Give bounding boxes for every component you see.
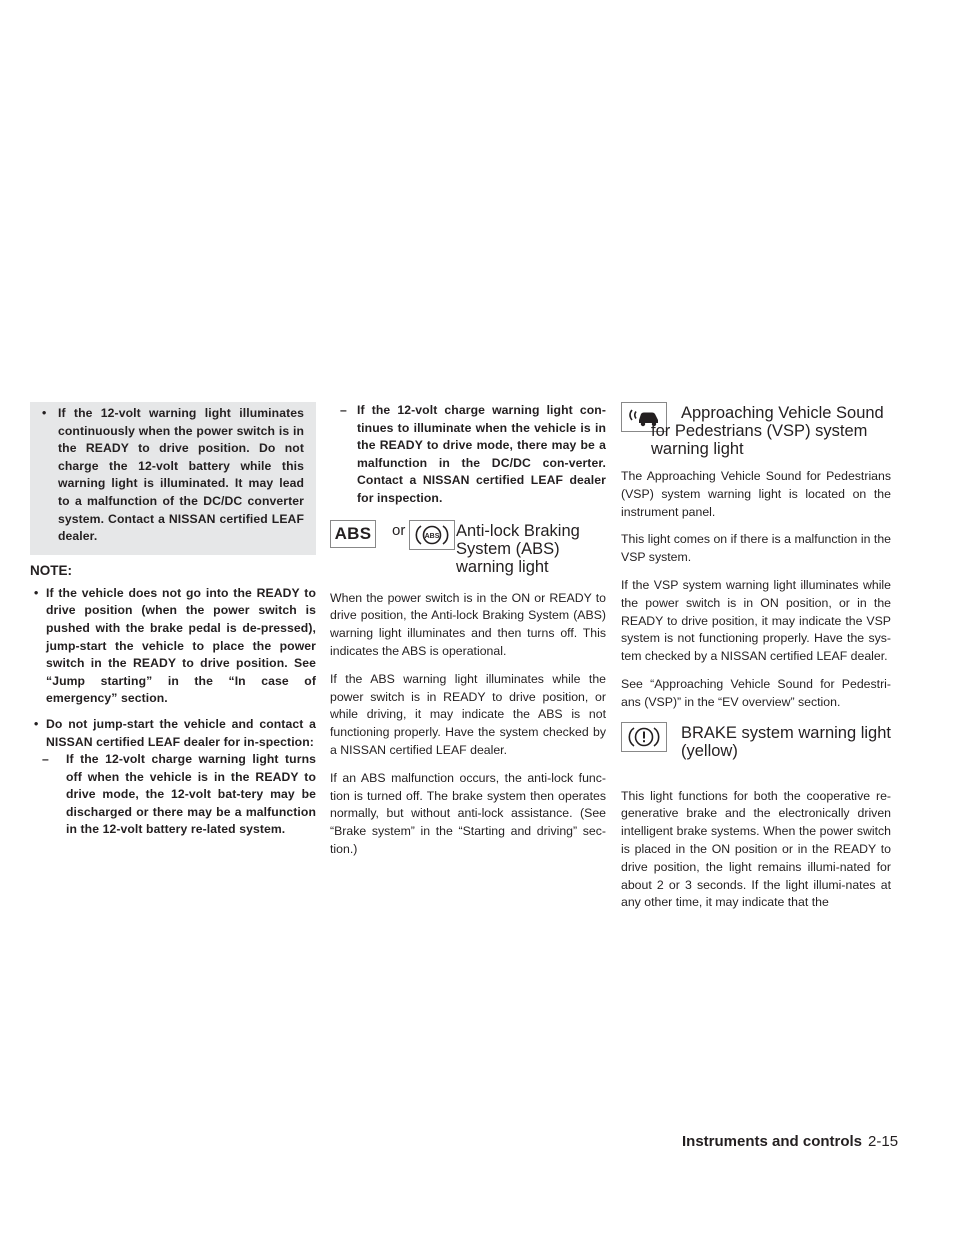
abs-title: Anti-lock Braking System (ABS) warning light bbox=[456, 521, 580, 576]
abs-paragraph-1: When the power switch is in the ON or READY to drive position, the Anti-lock Braking System (ABS) warning light illuminates and then turns off. This indicates the ABS is operational. bbox=[330, 590, 606, 658]
bullet-mark: • bbox=[34, 716, 39, 731]
note-dash-1 bbox=[42, 751, 316, 839]
brake-warning-icon bbox=[627, 725, 661, 749]
abs-circle-svg bbox=[415, 523, 449, 547]
bullet-mark: • bbox=[42, 406, 47, 420]
vsp-paragraph-4: See “Approaching Vehicle Sound for Pedestri-ans (VSP)” in the “EV overview” section. bbox=[621, 676, 891, 709]
abs-text-icon bbox=[330, 520, 376, 548]
column-right bbox=[621, 402, 891, 922]
note-bullet-2 bbox=[30, 716, 316, 751]
abs-circle-label: ABS bbox=[424, 532, 440, 540]
abs-paragraph-3: If an ABS malfunction occurs, the anti-lock func-tion is turned off. The brake system then operates normally, but without anti-lock assistance. (See “Brake system” in the “Starting and driving” sec-tion.) bbox=[330, 770, 606, 856]
dash-mark: – bbox=[340, 403, 347, 417]
warning-bullet bbox=[42, 405, 304, 546]
warning-bullet-text: If the 12-volt warning light illuminates continuously when the power switch is in the READY to drive position. Do not charge the 12-volt battery while this warning light is illuminated. It may lead to a malfunction of the DC/DC converter system. Contact a NISSAN certified LEAF dealer. bbox=[58, 406, 304, 544]
note-bullet-1-text: If the vehicle does not go into the READY to drive position (when the power switch is pushed with the brake pedal is de-pressed), jump-start the vehicle to place the power switch in the READY to drive position. See “Jump starting” in the “In case of emergency” section. bbox=[46, 585, 316, 706]
note-dash-2 bbox=[340, 402, 606, 508]
column-left bbox=[30, 402, 316, 839]
vsp-title: Approaching Vehicle Sound for Pedestrians (VSP) system warning light bbox=[651, 404, 884, 458]
warning-box bbox=[30, 402, 316, 555]
footer-page-number: 2-15 bbox=[868, 1133, 899, 1150]
brake-paragraph-1: This light functions for both the cooperative re-generative brake and the electronically driven intelligent brake systems. When the power switch is placed in the ON position or in the READY to drive position, the light remains illumi-nated for about 2 or 3 seconds. If the light illumi-nates at any other time, it may indicate that the bbox=[621, 788, 891, 910]
abs-or: or bbox=[392, 521, 406, 539]
vsp-paragraph-2: This light comes on if there is a malfunction in the VSP system. bbox=[621, 532, 891, 565]
note-bullet-1 bbox=[30, 585, 316, 708]
vsp-paragraph-1: The Approaching Vehicle Sound for Pedestrians (VSP) system warning light is located on the instrument panel. bbox=[621, 469, 891, 519]
abs-paragraph-2: If the ABS warning light illuminates while the power switch is in READY to drive position, or while driving, it may indicate the ABS is not functioning properly. Have the system checked by a NISSAN certified LEAF dealer. bbox=[330, 671, 606, 757]
vsp-heading bbox=[621, 402, 891, 460]
page-footer bbox=[682, 1133, 898, 1150]
note-heading: NOTE: bbox=[30, 562, 72, 578]
note-bullet-2-text: Do not jump-start the vehicle and contact a NISSAN certified LEAF dealer for in-spection: bbox=[46, 716, 316, 749]
note-dash-2-text: If the 12-volt charge warning light con-tinues to illuminate when the vehicle is in the READY to drive mode, there may be a malfunction in the DC/DC con-verter. Contact a NISSAN certified LEAF dealer for inspection. bbox=[357, 403, 606, 505]
brake-heading bbox=[621, 722, 891, 780]
vsp-paragraph-3: If the VSP system warning light illuminates while the power switch is in ON position, or in the READY to drive position, it may indicate the VSP system is not functioning properly. Have the sys-tem checked by a NISSAN certified LEAF dealer. bbox=[621, 577, 891, 664]
footer-section-title: Instruments and controls bbox=[682, 1133, 863, 1150]
brake-title: BRAKE system warning light (yellow) bbox=[681, 723, 891, 760]
abs-circle-icon bbox=[409, 520, 455, 550]
note-dash-1-text: If the 12-volt charge warning light turns off when the vehicle is in the READY to drive mode, the 12-volt bat-tery may be discharged or there may be a malfunction in the 12-volt battery re-lated system. bbox=[66, 752, 316, 837]
dash-mark: – bbox=[42, 752, 49, 767]
bullet-mark: • bbox=[34, 585, 39, 600]
abs-heading bbox=[330, 520, 606, 582]
abs-icon-label: ABS bbox=[334, 523, 372, 543]
vsp-title-wrap bbox=[651, 404, 891, 458]
column-middle bbox=[330, 402, 606, 869]
brake-icon bbox=[621, 722, 667, 752]
